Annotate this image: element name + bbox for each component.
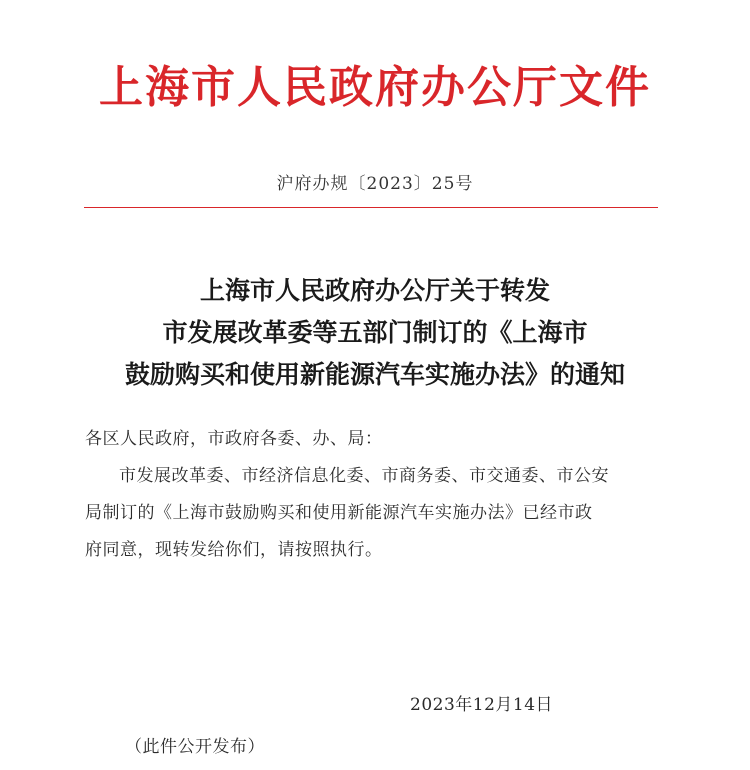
document-number: 沪府办规〔2023〕25号 [276,174,474,194]
release-note: （此件公开发布） [125,737,265,757]
notice-title-line-2: 市发展改革委等五部门制订的《上海市 [162,318,588,347]
body-line-1: 市发展改革委、市经济信息化委、市商务委、市交通委、市公安 [119,466,609,486]
addressee: 各区人民政府，市政府各委、办、局： [85,429,383,449]
body-paragraph [85,458,665,569]
notice-title-line-1: 上海市人民政府办公厅关于转发 [199,276,550,305]
red-divider-line [84,207,658,208]
notice-title [60,270,690,396]
issuer-title: 上海市人民政府办公厅文件 [99,62,651,113]
body-line-2: 局制订的《上海市鼓励购买和使用新能源汽车实施办法》已经市政 [85,503,593,523]
body-line-3: 府同意，现转发给你们，请按照执行。 [85,540,383,560]
issue-date: 2023年12月14日 [410,695,554,715]
notice-title-line-3: 鼓励购买和使用新能源汽车实施办法》的通知 [124,360,625,389]
